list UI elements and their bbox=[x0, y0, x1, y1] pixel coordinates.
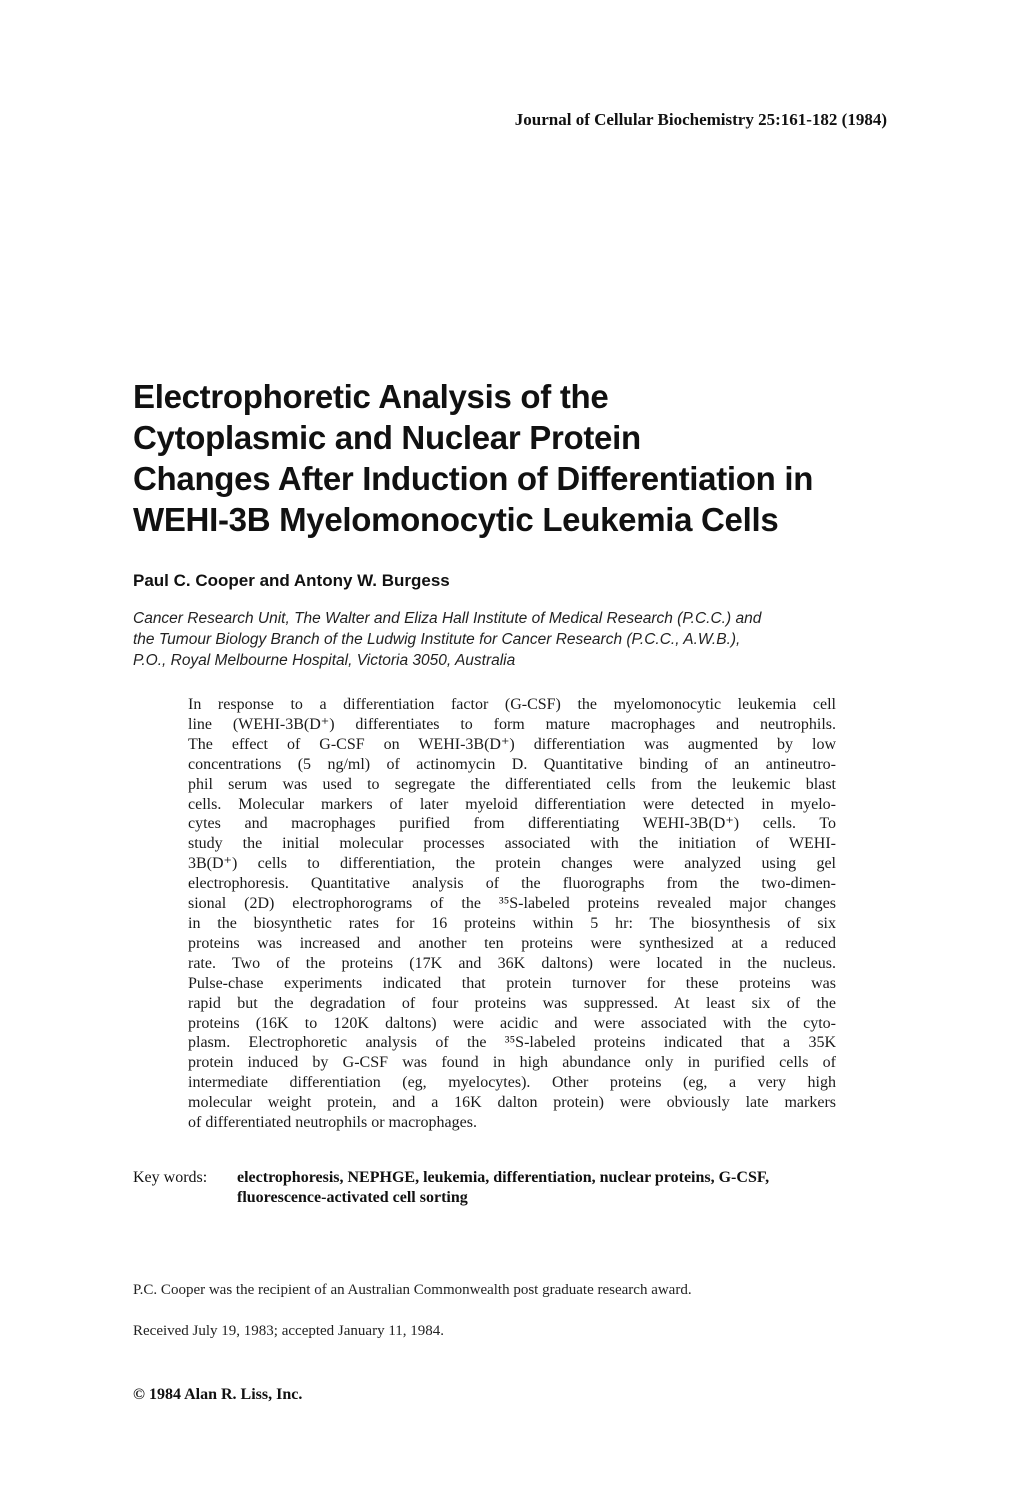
abstract-line: cells. Molecular markers of later myeloid differentiation were detected in myelo- bbox=[188, 795, 836, 813]
title-line: WEHI-3B Myelomonocytic Leukemia Cells bbox=[133, 501, 779, 538]
keywords bbox=[133, 1168, 889, 1208]
authors: Paul C. Cooper and Antony W. Burgess bbox=[133, 571, 450, 590]
abstract-line: rapid but the degradation of four proteins was suppressed. At least six of the bbox=[188, 994, 836, 1012]
abstract-line: of differentiated neutrophils or macrophages. bbox=[188, 1114, 477, 1132]
abstract-line: 3B(D⁺) cells to differentiation, the protein changes were analyzed using gel bbox=[188, 855, 836, 873]
abstract bbox=[188, 695, 836, 1133]
affiliation-line: P.O., Royal Melbourne Hospital, Victoria 3050, Australia bbox=[133, 652, 516, 669]
journal-header: Journal of Cellular Biochemistry 25:161-182 (1984) bbox=[514, 110, 887, 129]
abstract-line: plasm. Electrophoretic analysis of the ³⁵S-labeled proteins indicated that a 35K bbox=[188, 1034, 836, 1052]
abstract-line: Pulse-chase experiments indicated that protein turnover for these proteins was bbox=[188, 974, 836, 992]
abstract-line: sional (2D) electrophorograms of the ³⁵S-labeled proteins revealed major changes bbox=[188, 895, 836, 913]
title-line: Changes After Induction of Differentiation in bbox=[133, 460, 814, 497]
abstract-line: protein induced by G-CSF was found in high abundance only in purified cells of bbox=[188, 1054, 836, 1072]
footnote-received: Received July 19, 1983; accepted January 11, 1984. bbox=[133, 1323, 445, 1339]
abstract-line: in the biosynthetic rates for 16 proteins within 5 hr: The biosynthesis of six bbox=[188, 914, 836, 932]
affiliation-line: the Tumour Biology Branch of the Ludwig Institute for Cancer Research (P.C.C., A.W.B.), bbox=[133, 631, 741, 648]
abstract-line: phil serum was used to segregate the differentiated cells from the leukemic blast bbox=[188, 775, 836, 793]
affiliation bbox=[133, 608, 903, 671]
abstract-line: The effect of G-CSF on WEHI-3B(D⁺) differentiation was augmented by low bbox=[188, 735, 836, 753]
abstract-line: study the initial molecular processes associated with the initiation of WEHI- bbox=[188, 835, 836, 853]
abstract-line: intermediate differentiation (eg, myelocytes). Other proteins (eg, a very high bbox=[188, 1074, 836, 1092]
footnote-award: P.C. Cooper was the recipient of an Australian Commonwealth post graduate research award. bbox=[133, 1282, 692, 1298]
abstract-line: cytes and macrophages purified from differentiating WEHI-3B(D⁺) cells. To bbox=[188, 815, 836, 833]
abstract-line: concentrations (5 ng/ml) of actinomycin D. Quantitative binding of an antineutro- bbox=[188, 755, 836, 773]
copyright: © 1984 Alan R. Liss, Inc. bbox=[133, 1386, 303, 1403]
title-line: Cytoplasmic and Nuclear Protein bbox=[133, 419, 641, 456]
keywords-label: Key words: bbox=[133, 1169, 208, 1186]
keywords-line: fluorescence-activated cell sorting bbox=[237, 1189, 468, 1206]
title-line: Electrophoretic Analysis of the bbox=[133, 378, 609, 415]
abstract-line: In response to a differentiation factor (G-CSF) the myelomonocytic leukemia cell bbox=[188, 696, 836, 713]
paper-title bbox=[133, 376, 913, 540]
abstract-line: line (WEHI-3B(D⁺) differentiates to form mature macrophages and neutrophils. bbox=[188, 715, 836, 733]
abstract-line: rate. Two of the proteins (17K and 36K daltons) were located in the nucleus. bbox=[188, 954, 836, 972]
keywords-line: electrophoresis, NEPHGE, leukemia, differentiation, nuclear proteins, G-CSF, bbox=[237, 1169, 770, 1186]
abstract-line: electrophoresis. Quantitative analysis of the fluorographs from the two-dimen- bbox=[188, 875, 836, 893]
affiliation-line: Cancer Research Unit, The Walter and Eliza Hall Institute of Medical Research (P.C.C.) and bbox=[133, 610, 762, 627]
abstract-line: proteins was increased and another ten proteins were synthesized at a reduced bbox=[188, 934, 836, 952]
abstract-line: proteins (16K to 120K daltons) were acidic and were associated with the cyto- bbox=[188, 1014, 836, 1032]
abstract-line: molecular weight protein, and a 16K dalton protein) were obviously late markers bbox=[188, 1094, 836, 1112]
